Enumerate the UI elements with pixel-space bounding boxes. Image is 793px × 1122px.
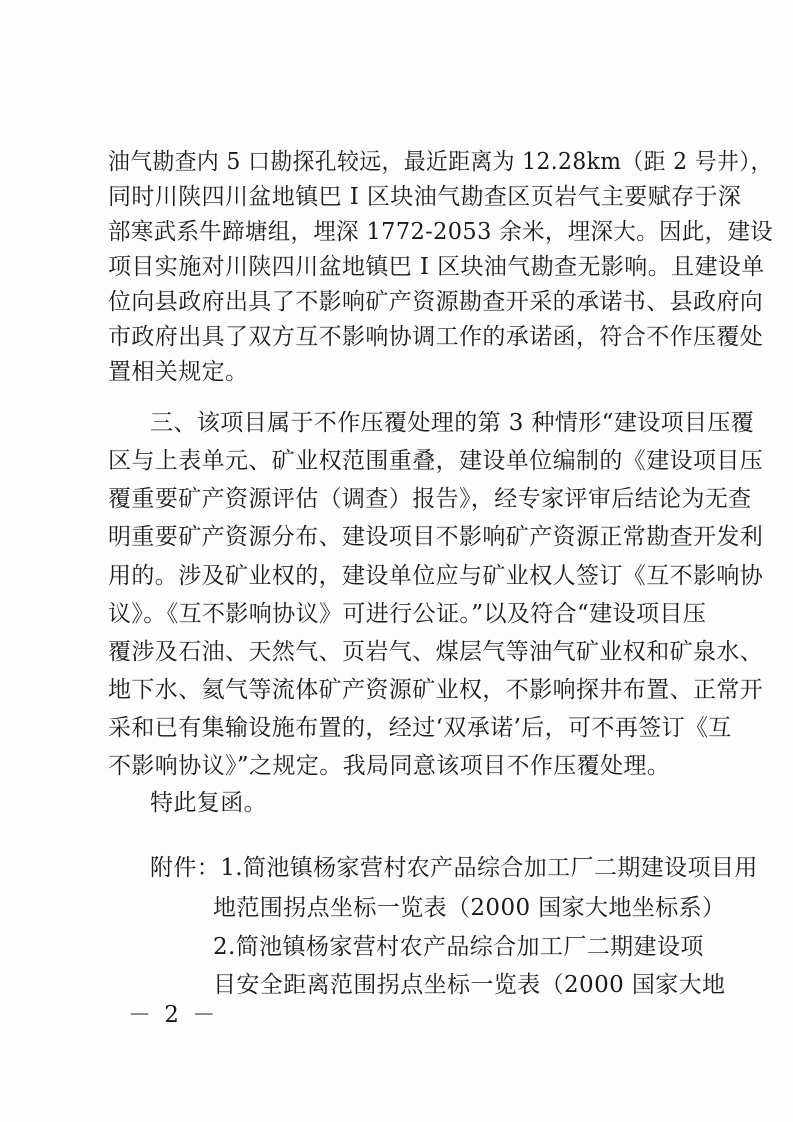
attachment-line-2: 地范围拐点坐标一览表（2000 国家大地坐标系）: [213, 895, 726, 921]
attachment-line-4: 目安全距离范围拐点坐标一览表（2000 国家大地: [213, 972, 726, 998]
paragraph-1-line-6: 市政府出具了双方互不影响协调工作的承诺函，符合不作压覆处: [108, 324, 764, 350]
paragraph-1-line-5: 位向县政府出具了不影响矿产资源勘查开采的承诺书、县政府向: [108, 289, 764, 315]
attachment-line-3: 2.简池镇杨家营村农产品综合加工厂二期建设项: [213, 934, 704, 960]
paragraph-2-line-6: 议》。《互不影响协议》可进行公证。”以及符合“建设项目压: [108, 601, 707, 627]
paragraph-2-line-4: 明重要矿产资源分布、建设项目不影响矿产资源正常勘查开发利: [108, 524, 764, 550]
paragraph-2-line-3: 覆重要矿产资源评估（调查）报告》，经专家评审后结论为无查: [108, 486, 752, 512]
attachment-line-1: 附件：1.简池镇杨家营村农产品综合加工厂二期建设项目用: [150, 855, 758, 881]
paragraph-2-line-10: 不影响协议》”之规定。我局同意该项目不作压覆处理。: [108, 753, 671, 779]
paragraph-1-line-4: 项目实施对川陕四川盆地镇巴 I 区块油气勘查无影响。且建设单: [108, 254, 765, 280]
paragraph-2-line-8: 地下水、氦气等流体矿产资源矿业权，不影响探井布置、正常开: [108, 677, 764, 703]
closing-text: 特此复函。: [150, 790, 267, 816]
paragraph-1-line-3: 部寒武系牛蹄塘组，埋深 1772-2053 余米，埋深大。因此，建设: [108, 219, 774, 245]
paragraph-2-line-7: 覆涉及石油、天然气、页岩气、煤层气等油气矿业权和矿泉水、: [108, 639, 764, 665]
paragraph-1-line-1: 油气勘查内 5 口勘探孔较远，最近距离为 12.28km（距 2 号井），: [108, 149, 773, 175]
paragraph-2-line-2: 区与上表单元、矿业权范围重叠，建设单位编制的《建设项目压: [108, 448, 764, 474]
paragraph-2-line-5: 用的。涉及矿业权的，建设单位应与矿业权人签订《互不影响协: [108, 563, 764, 589]
paragraph-1-line-7: 置相关规定。: [108, 359, 249, 385]
paragraph-2-line-1: 三、该项目属于不作压覆处理的第 3 种情形“建设项目压覆: [150, 410, 755, 436]
page-number: － 2 －: [128, 1002, 219, 1028]
paragraph-1-line-2: 同时川陕四川盆地镇巴 I 区块油气勘查区页岩气主要赋存于深: [108, 184, 742, 210]
paragraph-2-line-9: 采和已有集输设施布置的，经过‘双承诺’后，可不再签订《互: [108, 715, 732, 741]
